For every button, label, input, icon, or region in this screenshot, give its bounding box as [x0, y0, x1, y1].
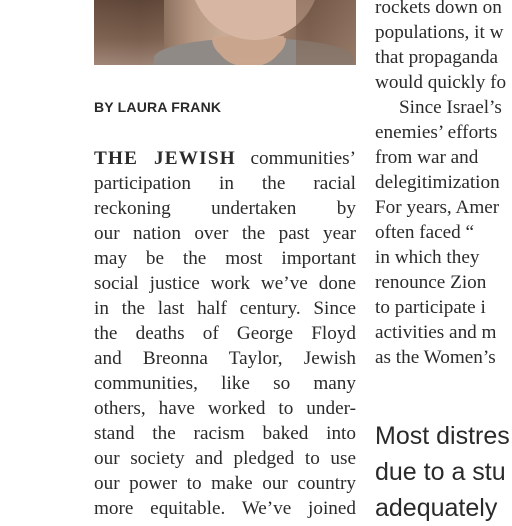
paragraph-line: would quickly fo [375, 72, 507, 93]
article-column-left [94, 146, 356, 521]
paragraph-line: our nation over the past year [94, 223, 356, 244]
paragraph-line: our society and pledged to use [94, 448, 356, 469]
paragraph-line: For years, Amer [375, 197, 500, 218]
pull-quote-line: due to a stu [375, 458, 506, 486]
paragraph-line: our power to make our country [94, 473, 356, 494]
lead-in: THE JEWISH [94, 148, 236, 169]
article-column-right [375, 0, 512, 370]
paragraph-line: reckoning undertaken by [94, 198, 356, 219]
paragraph-line: and Breonna Taylor, Jewish [94, 348, 356, 369]
pull-quote-line: Most distres [375, 422, 510, 450]
paragraph-line: communities, like so many [94, 373, 356, 394]
paragraph-line: from war and [375, 147, 479, 168]
pull-quote [375, 418, 512, 526]
paragraph-line: more equitable. We’ve joined [94, 498, 356, 519]
paragraph-line: stand the racism baked into [94, 423, 356, 444]
paragraph-line: to participate i [375, 297, 486, 318]
line-text: communities’ [235, 148, 356, 169]
paragraph-line: Since Israel’s [399, 97, 502, 118]
paragraph-line: the deaths of George Floyd [94, 323, 356, 344]
paragraph-line: rockets down on [375, 0, 502, 18]
paragraph-line: social justice work we’ve done [94, 273, 356, 294]
paragraph-line: populations, it w [375, 22, 504, 43]
pull-quote-line: adequately [375, 494, 498, 522]
photo-collar [212, 38, 286, 58]
paragraph-line: may be the most important [94, 248, 356, 269]
paragraph-line: others, have worked to under- [94, 398, 356, 419]
paragraph-line: as the Women’s [375, 347, 496, 368]
paragraph-line: in which they [375, 247, 480, 268]
paragraph-line: participation in the racial [94, 173, 356, 194]
paragraph-line: that propaganda [375, 47, 499, 68]
photo-hair-right [296, 0, 356, 65]
paragraph-line [94, 146, 356, 171]
paragraph-line: in the last half century. Since [94, 298, 356, 319]
paragraph-line: often faced “ [375, 222, 475, 243]
paragraph-line: activities and m [375, 322, 497, 343]
paragraph-line: renounce Zion [375, 272, 487, 293]
paragraph-line: enemies’ efforts [375, 122, 498, 143]
paragraph-line: delegitimization [375, 172, 500, 193]
author-photo [94, 0, 356, 65]
byline: BY LAURA FRANK [94, 99, 222, 115]
